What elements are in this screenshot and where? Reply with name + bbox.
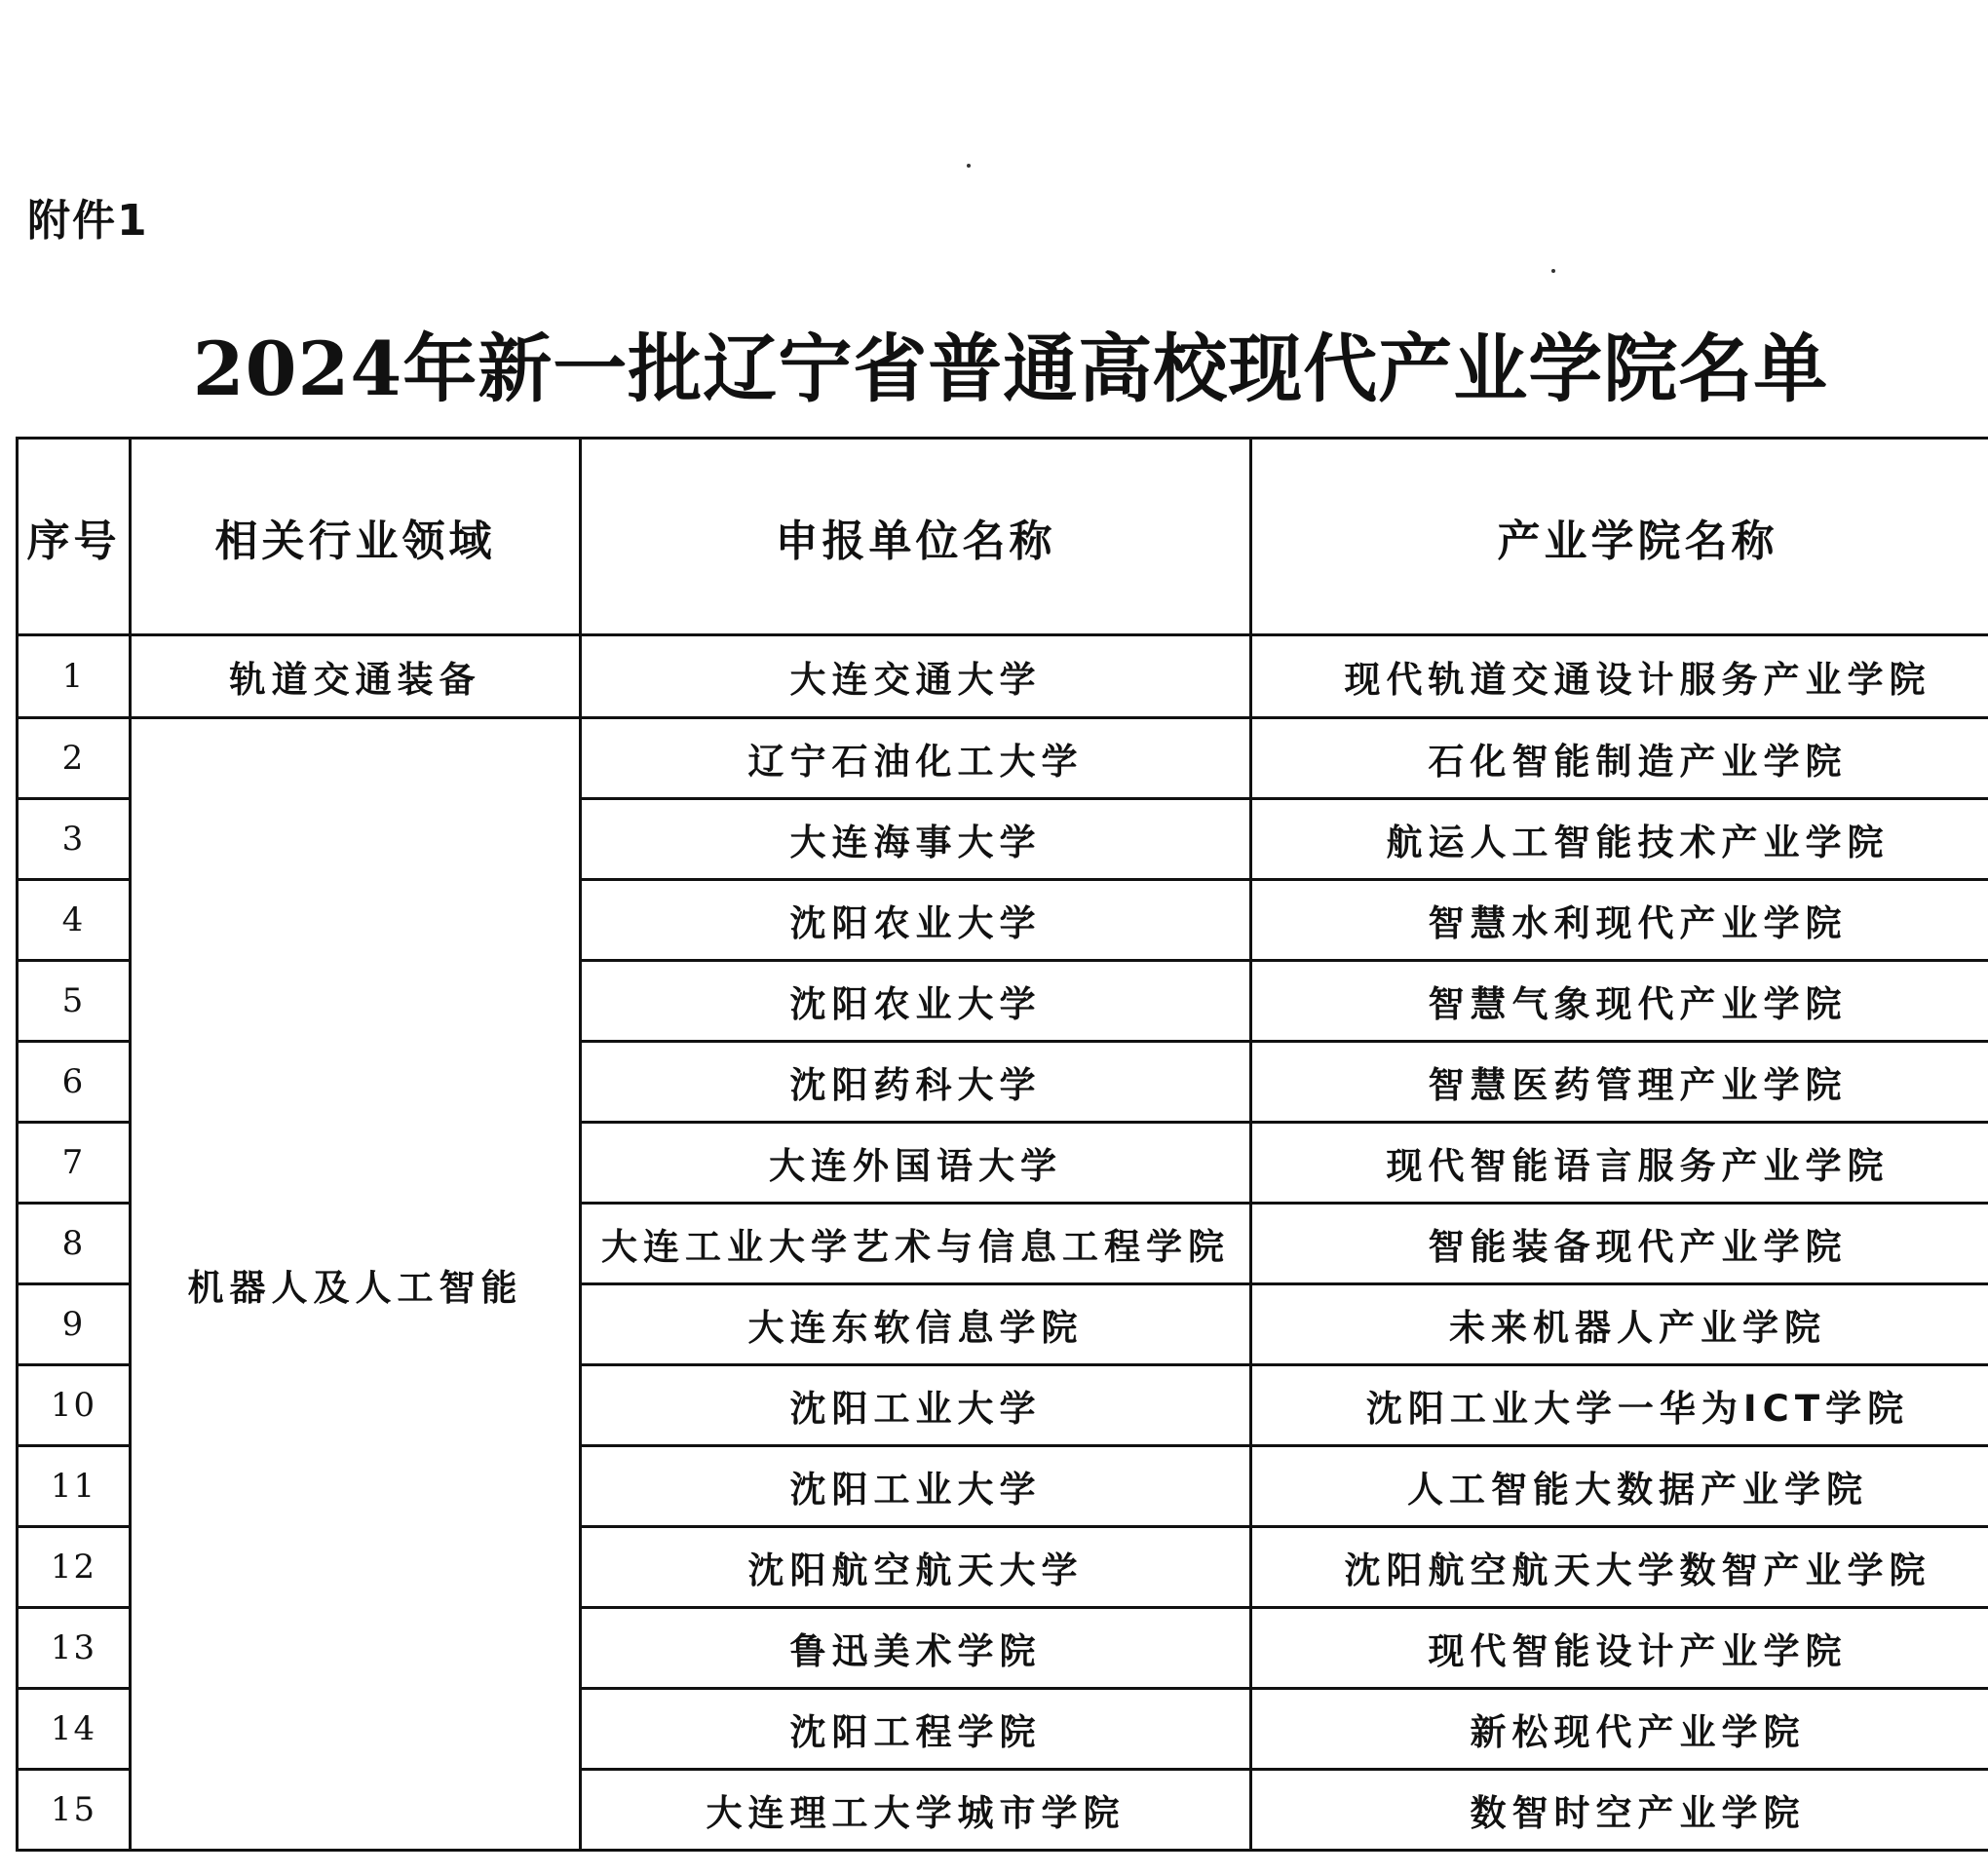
college-name: 沈阳工业大学一华为ICT学院 bbox=[1251, 1365, 1988, 1446]
table-header-row bbox=[18, 439, 1988, 635]
serial-number: 1 bbox=[18, 635, 131, 718]
college-name: 石化智能制造产业学院 bbox=[1251, 718, 1988, 799]
table-row bbox=[18, 718, 1988, 799]
header-college-name: 产业学院名称 bbox=[1251, 439, 1988, 635]
college-name: 现代智能语言服务产业学院 bbox=[1251, 1123, 1988, 1204]
applicant-unit: 沈阳药科大学 bbox=[581, 1042, 1251, 1123]
applicant-unit: 沈阳工业大学 bbox=[581, 1365, 1251, 1446]
college-name: 新松现代产业学院 bbox=[1251, 1689, 1988, 1770]
applicant-unit: 沈阳工程学院 bbox=[581, 1689, 1251, 1770]
serial-number: 13 bbox=[18, 1608, 131, 1689]
header-industry-field: 相关行业领域 bbox=[131, 439, 581, 635]
scan-speck bbox=[1551, 269, 1555, 273]
attachment-label: 附件1 bbox=[27, 196, 149, 246]
applicant-unit: 大连交通大学 bbox=[581, 635, 1251, 718]
serial-number: 10 bbox=[18, 1365, 131, 1446]
serial-number: 11 bbox=[18, 1446, 131, 1527]
serial-number: 9 bbox=[18, 1284, 131, 1365]
applicant-unit: 大连工业大学艺术与信息工程学院 bbox=[581, 1204, 1251, 1284]
header-serial-no: 序号 bbox=[18, 439, 131, 635]
serial-number: 8 bbox=[18, 1204, 131, 1284]
college-roster-table bbox=[16, 437, 1988, 1852]
college-name: 智慧水利现代产业学院 bbox=[1251, 880, 1988, 961]
serial-number: 7 bbox=[18, 1123, 131, 1204]
serial-number: 14 bbox=[18, 1689, 131, 1770]
applicant-unit: 沈阳农业大学 bbox=[581, 961, 1251, 1042]
header-applicant-unit: 申报单位名称 bbox=[581, 439, 1251, 635]
applicant-unit: 沈阳航空航天大学 bbox=[581, 1527, 1251, 1608]
document-title: 2024年新一批辽宁省普通高校现代产业学院名单 bbox=[192, 325, 1829, 412]
applicant-unit: 大连海事大学 bbox=[581, 799, 1251, 880]
serial-number: 3 bbox=[18, 799, 131, 880]
serial-number: 4 bbox=[18, 880, 131, 961]
college-name: 智慧医药管理产业学院 bbox=[1251, 1042, 1988, 1123]
college-name: 智能装备现代产业学院 bbox=[1251, 1204, 1988, 1284]
college-name: 现代智能设计产业学院 bbox=[1251, 1608, 1988, 1689]
college-name: 智慧气象现代产业学院 bbox=[1251, 961, 1988, 1042]
serial-number: 2 bbox=[18, 718, 131, 799]
applicant-unit: 大连理工大学城市学院 bbox=[581, 1770, 1251, 1851]
serial-number: 15 bbox=[18, 1770, 131, 1851]
industry-field: 机器人及人工智能 bbox=[131, 718, 581, 1851]
serial-number: 5 bbox=[18, 961, 131, 1042]
applicant-unit: 大连东软信息学院 bbox=[581, 1284, 1251, 1365]
college-name: 航运人工智能技术产业学院 bbox=[1251, 799, 1988, 880]
college-name: 未来机器人产业学院 bbox=[1251, 1284, 1988, 1365]
applicant-unit: 鲁迅美术学院 bbox=[581, 1608, 1251, 1689]
applicant-unit: 沈阳农业大学 bbox=[581, 880, 1251, 961]
applicant-unit: 辽宁石油化工大学 bbox=[581, 718, 1251, 799]
college-name: 沈阳航空航天大学数智产业学院 bbox=[1251, 1527, 1988, 1608]
college-name: 人工智能大数据产业学院 bbox=[1251, 1446, 1988, 1527]
college-name: 现代轨道交通设计服务产业学院 bbox=[1251, 635, 1988, 718]
college-name: 数智时空产业学院 bbox=[1251, 1770, 1988, 1851]
serial-number: 6 bbox=[18, 1042, 131, 1123]
table-row bbox=[18, 635, 1988, 718]
serial-number: 12 bbox=[18, 1527, 131, 1608]
scan-speck bbox=[967, 164, 971, 168]
applicant-unit: 大连外国语大学 bbox=[581, 1123, 1251, 1204]
applicant-unit: 沈阳工业大学 bbox=[581, 1446, 1251, 1527]
industry-field: 轨道交通装备 bbox=[131, 635, 581, 718]
